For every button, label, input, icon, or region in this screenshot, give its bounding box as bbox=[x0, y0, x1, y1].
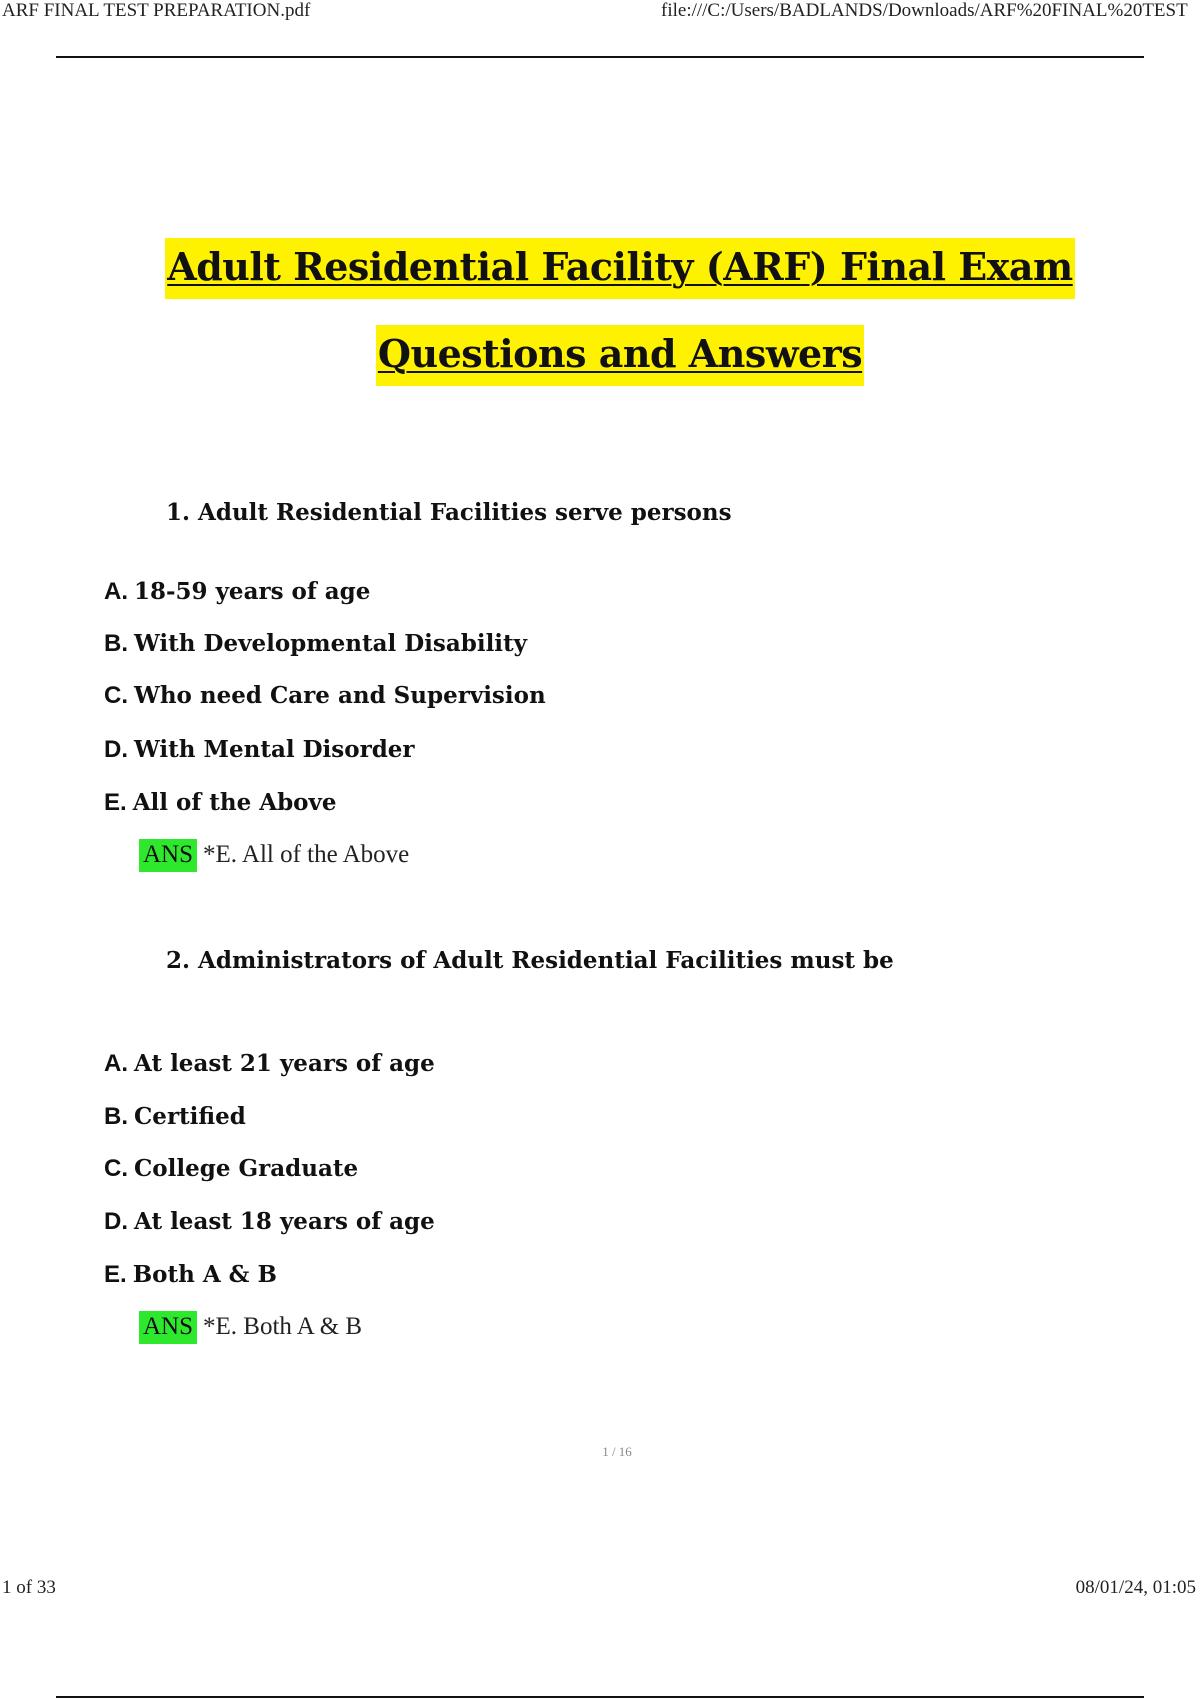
option-text: 18-59 years of age bbox=[134, 578, 371, 605]
question-1-prompt: 1. Adult Residential Facilities serve persons bbox=[166, 499, 732, 526]
header-divider bbox=[56, 56, 1144, 58]
option-text: With Developmental Disability bbox=[134, 630, 528, 657]
option-text: Who need Care and Supervision bbox=[134, 682, 546, 709]
question-2-option-e bbox=[104, 1261, 277, 1289]
answer-text: *E. Both A & B bbox=[203, 1313, 363, 1340]
document-title-line-1 bbox=[0, 244, 1200, 289]
question-1-option-b bbox=[104, 630, 527, 658]
print-footer-page-count: 1 of 33 bbox=[2, 1577, 56, 1598]
question-2-option-d bbox=[104, 1208, 435, 1236]
option-letter: A. bbox=[104, 578, 128, 605]
answer-text: *E. All of the Above bbox=[203, 841, 410, 868]
option-text: All of the Above bbox=[132, 789, 337, 816]
option-letter: E. bbox=[104, 1261, 127, 1288]
answer-badge: ANS bbox=[139, 1311, 197, 1344]
option-letter: A. bbox=[104, 1050, 128, 1077]
question-1-answer bbox=[139, 841, 409, 869]
option-letter: D. bbox=[104, 736, 128, 763]
document-title-line-2 bbox=[0, 331, 1200, 376]
option-letter: B. bbox=[104, 630, 128, 657]
question-1-option-c bbox=[104, 682, 546, 710]
question-2-option-a bbox=[104, 1050, 435, 1078]
print-header-file-url: file:///C:/Users/BADLANDS/Downloads/ARF%20FINAL%20TEST bbox=[661, 0, 1188, 21]
option-text: With Mental Disorder bbox=[134, 736, 415, 763]
option-letter: B. bbox=[104, 1103, 128, 1130]
option-letter: C. bbox=[104, 682, 128, 709]
option-letter: C. bbox=[104, 1155, 128, 1182]
question-1-option-e bbox=[104, 789, 337, 817]
option-text: At least 18 years of age bbox=[134, 1208, 435, 1235]
question-2-prompt: 2. Administrators of Adult Residential Facilities must be bbox=[166, 947, 894, 974]
option-text: Both A & B bbox=[132, 1261, 277, 1288]
title-text-1: Adult Residential Facility (ARF) Final Exam bbox=[165, 238, 1074, 299]
option-text: Certified bbox=[134, 1103, 246, 1130]
question-1-option-a bbox=[104, 578, 370, 606]
question-1-option-d bbox=[104, 736, 415, 764]
question-2-option-b bbox=[104, 1103, 246, 1131]
page-marker: 1 / 16 bbox=[602, 1444, 632, 1459]
title-text-2: Questions and Answers bbox=[376, 325, 864, 386]
option-letter: E. bbox=[104, 789, 127, 816]
print-header-document-name: ARF FINAL TEST PREPARATION.pdf bbox=[2, 0, 311, 21]
answer-badge: ANS bbox=[139, 839, 197, 872]
option-text: College Graduate bbox=[134, 1155, 359, 1182]
option-letter: D. bbox=[104, 1208, 128, 1235]
option-text: At least 21 years of age bbox=[134, 1050, 435, 1077]
question-2-option-c bbox=[104, 1155, 358, 1183]
print-footer-timestamp: 08/01/24, 01:05 bbox=[1075, 1577, 1196, 1598]
footer-divider bbox=[56, 1696, 1144, 1698]
question-2-answer bbox=[139, 1313, 362, 1341]
